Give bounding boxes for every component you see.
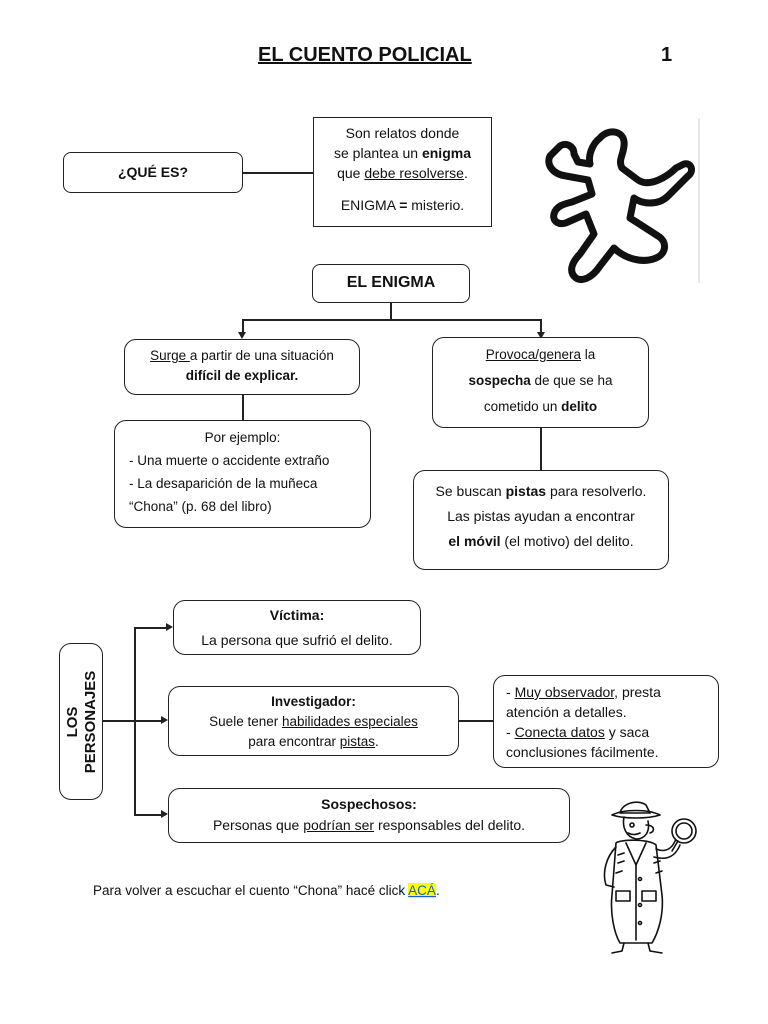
enigma-box [312, 264, 470, 303]
connector-line [242, 319, 244, 333]
pistas-line-2: Las pistas ayudan a encontrar [447, 508, 635, 524]
arrow-head [161, 810, 168, 818]
victima-title: Víctima: [269, 607, 325, 623]
aca-link[interactable]: ACÁ [408, 883, 436, 898]
definition-line-3: que debe resolverse. [337, 165, 468, 181]
detective-icon [576, 795, 706, 955]
connector-line [103, 720, 163, 722]
page-title: EL CUENTO POLICIAL [258, 44, 472, 66]
definition-line-1: Son relatos donde [345, 125, 460, 141]
provoca-box [432, 337, 649, 428]
chalk-outline-icon [538, 118, 703, 288]
footer-text: Para volver a escuchar el cuento “Chona” hacé click ACÁ. [93, 883, 440, 898]
arrow-head [238, 332, 246, 339]
ejemplo-title: Por ejemplo: [204, 430, 281, 445]
surge-line-2: difícil de explicar. [185, 368, 299, 383]
ejemplo-box [114, 420, 371, 528]
connector-line [242, 319, 541, 321]
connector-line [459, 720, 493, 722]
investigador-box [168, 686, 459, 756]
victima-box [173, 600, 421, 655]
rasgos-box [493, 675, 719, 768]
victima-text: La persona que sufrió el delito. [201, 632, 393, 648]
connector-line [134, 814, 162, 816]
que-es-box [63, 152, 243, 193]
que-es-label: ¿QUÉ ES? [117, 164, 188, 180]
definition-line-4: ENIGMA = misterio. [340, 197, 465, 213]
rasgos-line-2: atención a detalles. [506, 704, 627, 720]
pistas-line-1: Se buscan pistas para resolverlo. [435, 483, 647, 499]
connector-line [540, 428, 542, 471]
connector-line [134, 627, 136, 815]
provoca-line-1: Provoca/genera la [485, 347, 596, 362]
pistas-line-3: el móvil (el motivo) del delito. [448, 533, 634, 549]
ejemplo-item-1: - Una muerte o accidente extraño [129, 453, 330, 468]
sospechosos-box [168, 788, 570, 843]
personajes-label: LOS PERSONAJES [64, 670, 99, 774]
connector-line [242, 395, 244, 420]
investigador-line-2: para encontrar pistas. [248, 734, 379, 749]
sospechosos-title: Sospechosos: [321, 796, 417, 812]
connector-line [134, 627, 168, 629]
arrow-head [161, 716, 168, 724]
personajes-box [59, 643, 103, 800]
surge-box [124, 339, 360, 395]
pistas-box [413, 470, 669, 570]
rasgos-line-1: - Muy observador, presta [506, 684, 661, 700]
connector-line [540, 319, 542, 333]
provoca-line-2: sospecha de que se ha [468, 373, 613, 388]
definition-box [313, 117, 492, 227]
connector-line [390, 303, 392, 320]
ejemplo-item-3: “Chona” (p. 68 del libro) [129, 499, 272, 514]
surge-line-1: Surge a partir de una situación [150, 348, 334, 363]
connector-line [243, 172, 314, 174]
investigador-title: Investigador: [271, 694, 356, 709]
investigador-line-1: Suele tener habilidades especiales [209, 714, 418, 729]
definition-line-2: se plantea un enigma [334, 145, 471, 161]
ejemplo-item-2: - La desaparición de la muñeca [129, 476, 318, 491]
provoca-line-3: cometido un delito [483, 399, 598, 414]
page-number: 1 [661, 44, 673, 66]
sospechosos-text: Personas que podrían ser responsables del delito. [212, 817, 526, 833]
rasgos-line-4: conclusiones fácilmente. [506, 744, 659, 760]
enigma-label: EL ENIGMA [346, 274, 436, 291]
rasgos-line-3: - Conecta datos y saca [506, 724, 650, 740]
arrow-head [166, 623, 173, 631]
